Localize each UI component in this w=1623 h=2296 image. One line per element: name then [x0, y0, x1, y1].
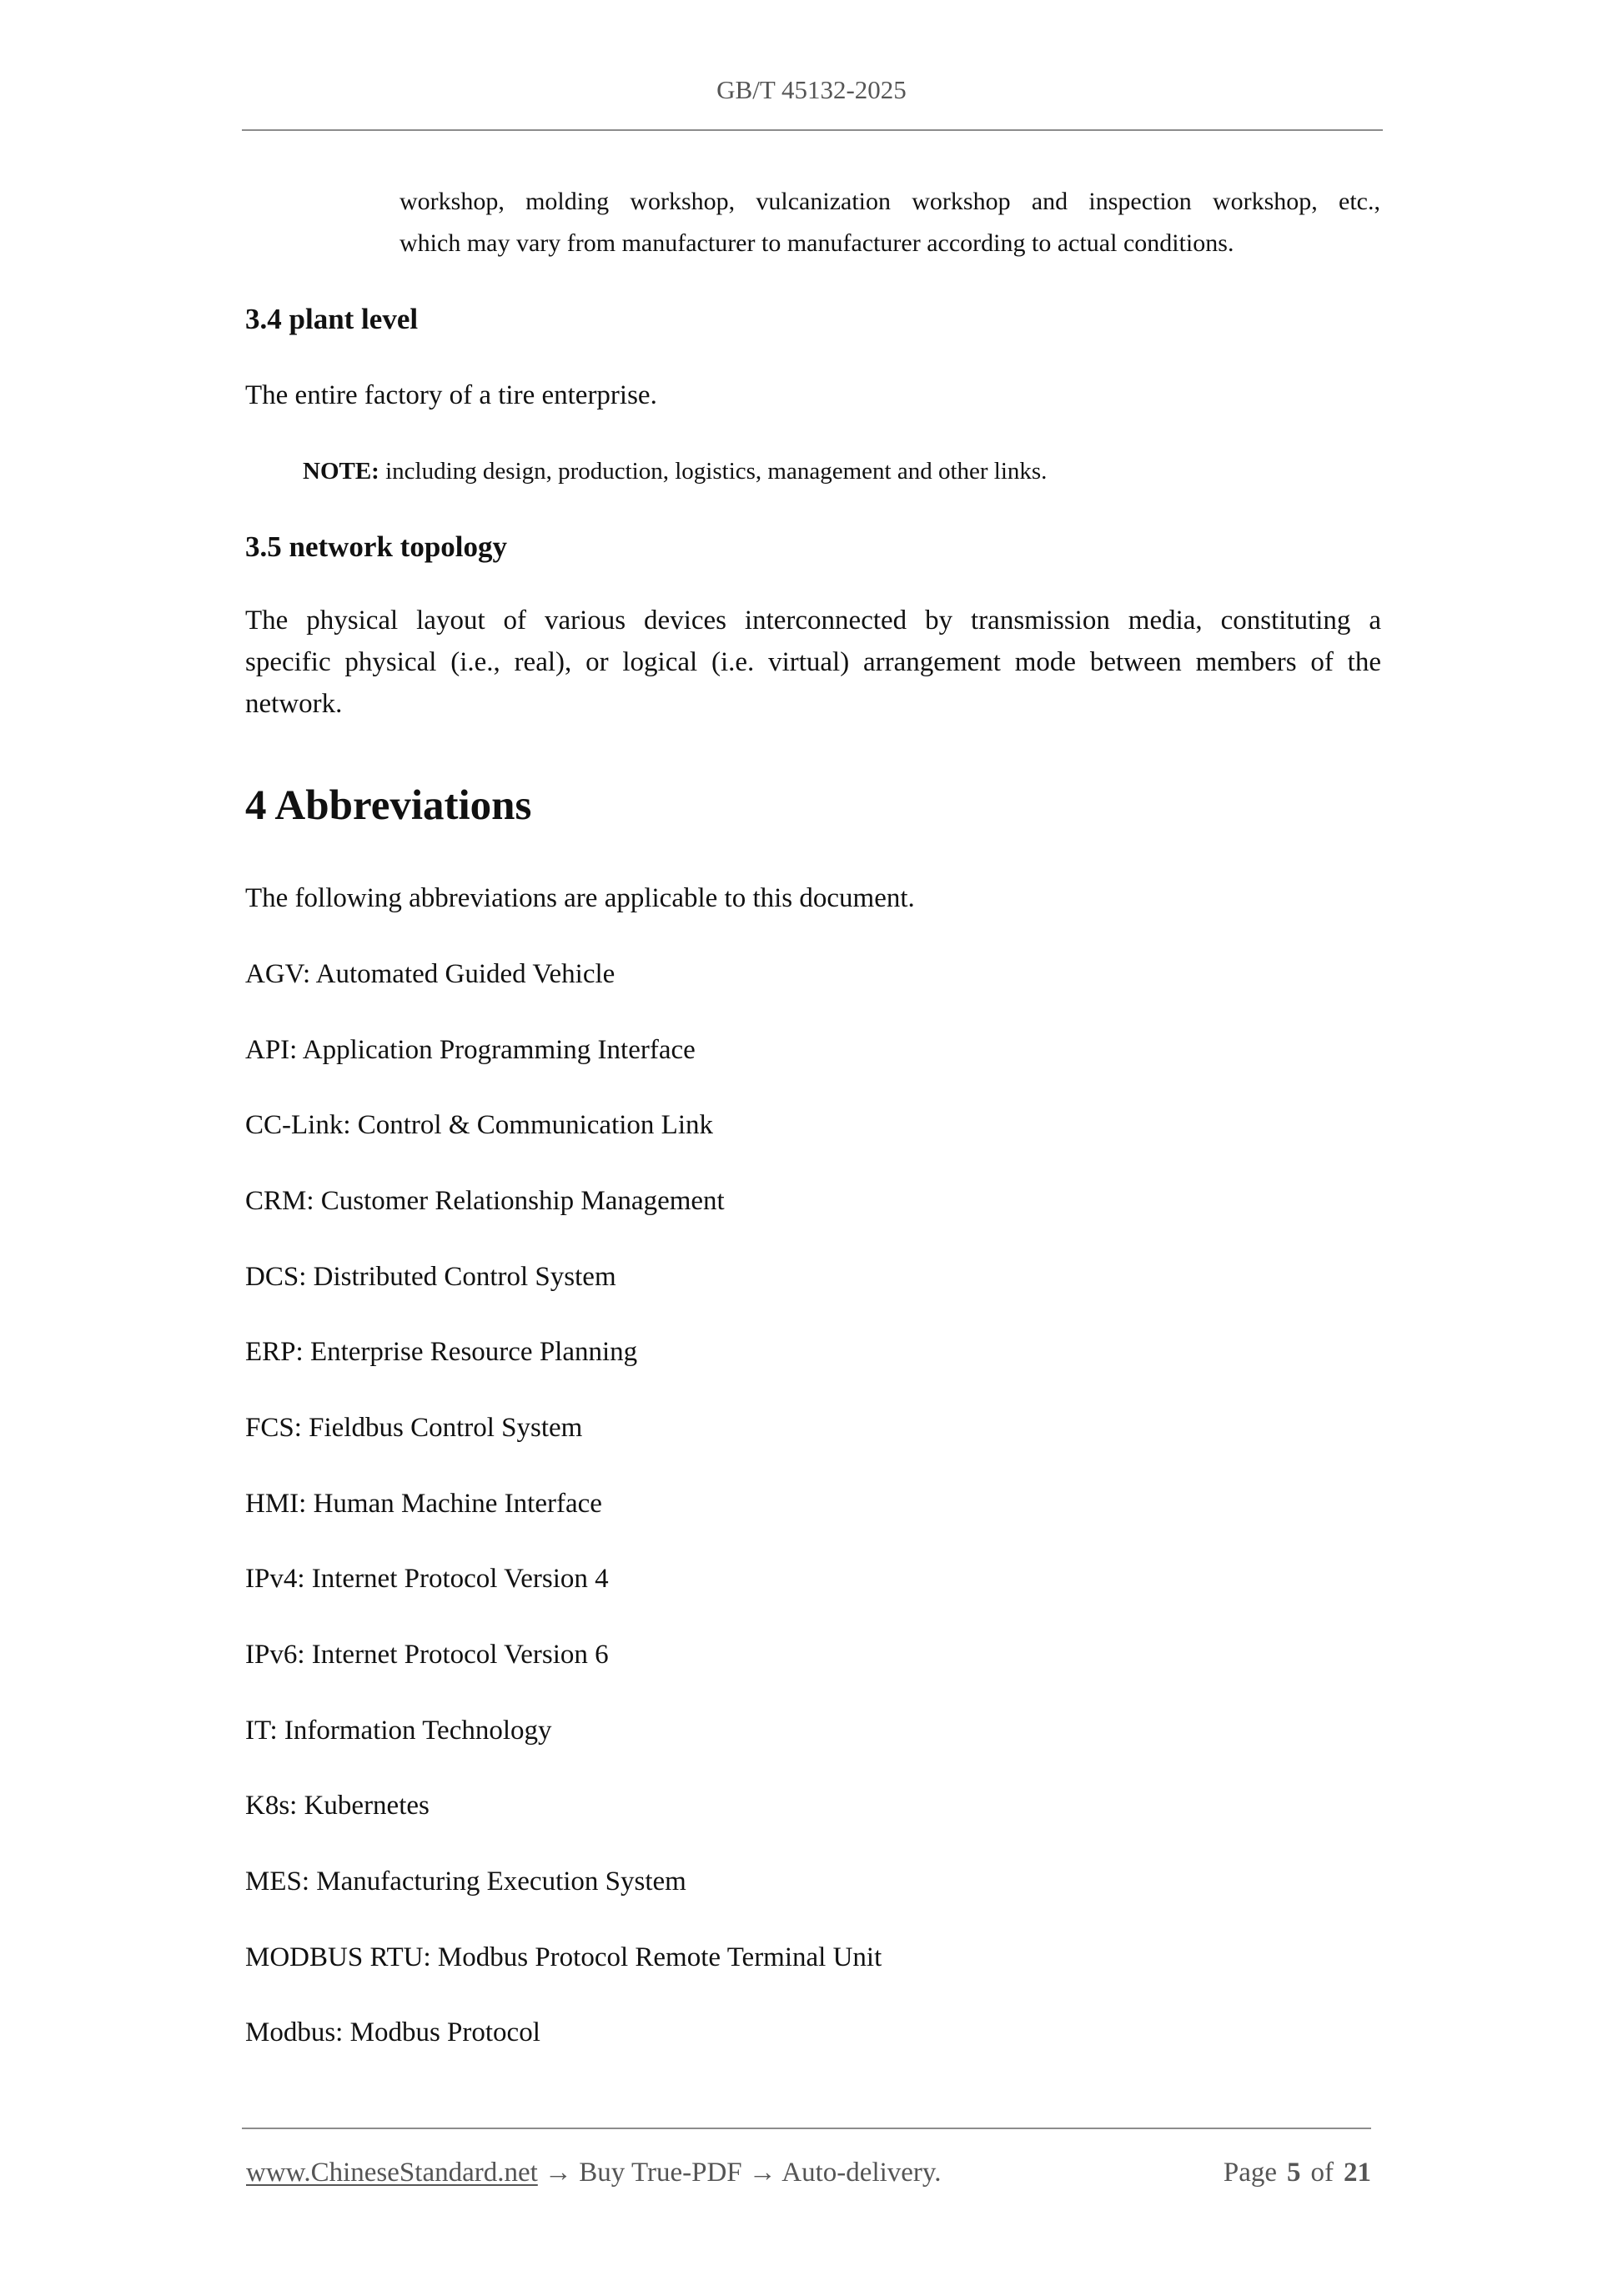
footer-promo [246, 2156, 942, 2189]
chinesestandard-link[interactable]: www.ChineseStandard.net [246, 2158, 538, 2188]
section-3-5-definition-line-2: specific physical (i.e., real), or logical (i.e. virtual) arrangement mode between members of the [245, 647, 1381, 677]
note-label: NOTE: [303, 458, 379, 485]
abbreviation-item: IPv4: Internet Protocol Version 4 [245, 1564, 609, 1594]
arrow-right-icon: → [545, 2158, 573, 2188]
abbreviation-item: CRM: Customer Relationship Management [245, 1186, 725, 1216]
document-id-header: GB/T 45132-2025 [716, 75, 907, 104]
abbreviation-item: CC-Link: Control & Communication Link [245, 1110, 713, 1140]
abbreviation-item: DCS: Distributed Control System [245, 1262, 616, 1292]
section-3-4-definition: The entire factory of a tire enterprise. [245, 380, 657, 410]
abbreviation-item: MODBUS RTU: Modbus Protocol Remote Terminal Unit [245, 1942, 882, 1972]
page-number: 5 [1287, 2158, 1301, 2188]
footer-step-delivery: Auto-delivery. [776, 2158, 942, 2188]
section-4-heading: 4 Abbreviations [245, 782, 532, 829]
note-text: including design, production, logistics, management and other links. [379, 458, 1048, 485]
section-3-4-note [303, 455, 1047, 488]
abbreviation-item: MES: Manufacturing Execution System [245, 1866, 686, 1897]
footer-divider [242, 2128, 1371, 2129]
of-label: of [1310, 2158, 1334, 2188]
section-4-intro: The following abbreviations are applicable to this document. [245, 883, 915, 913]
continuation-line-2: which may vary from manufacturer to manufacturer according to actual conditions. [399, 229, 1234, 257]
abbreviation-item: API: Application Programming Interface [245, 1035, 696, 1065]
section-3-5-definition-line-3: network. [245, 689, 343, 719]
arrow-right-icon: → [748, 2158, 776, 2188]
abbreviation-item: K8s: Kubernetes [245, 1791, 430, 1821]
abbreviation-item: Modbus: Modbus Protocol [245, 2017, 540, 2047]
abbreviation-item: FCS: Fieldbus Control System [245, 1413, 583, 1443]
section-3-4-heading: 3.4 plant level [245, 303, 419, 335]
abbreviation-item: HMI: Human Machine Interface [245, 1489, 602, 1519]
section-3-5-heading: 3.5 network topology [245, 530, 508, 563]
abbreviation-item: IPv6: Internet Protocol Version 6 [245, 1640, 609, 1670]
footer-step-buy: Buy True-PDF [572, 2158, 749, 2188]
abbreviation-item: ERP: Enterprise Resource Planning [245, 1337, 638, 1367]
header-divider [242, 129, 1383, 131]
page-total: 21 [1344, 2158, 1371, 2188]
continuation-line-1: workshop, molding workshop, vulcanization workshop and inspection workshop, etc., [399, 188, 1380, 215]
page-indicator [1224, 2156, 1371, 2189]
page-label: Page [1223, 2158, 1277, 2188]
section-3-5-definition-line-1: The physical layout of various devices interconnected by transmission media, constituting a [245, 605, 1381, 636]
abbreviation-item: IT: Information Technology [245, 1716, 552, 1746]
abbreviation-item: AGV: Automated Guided Vehicle [245, 959, 616, 989]
